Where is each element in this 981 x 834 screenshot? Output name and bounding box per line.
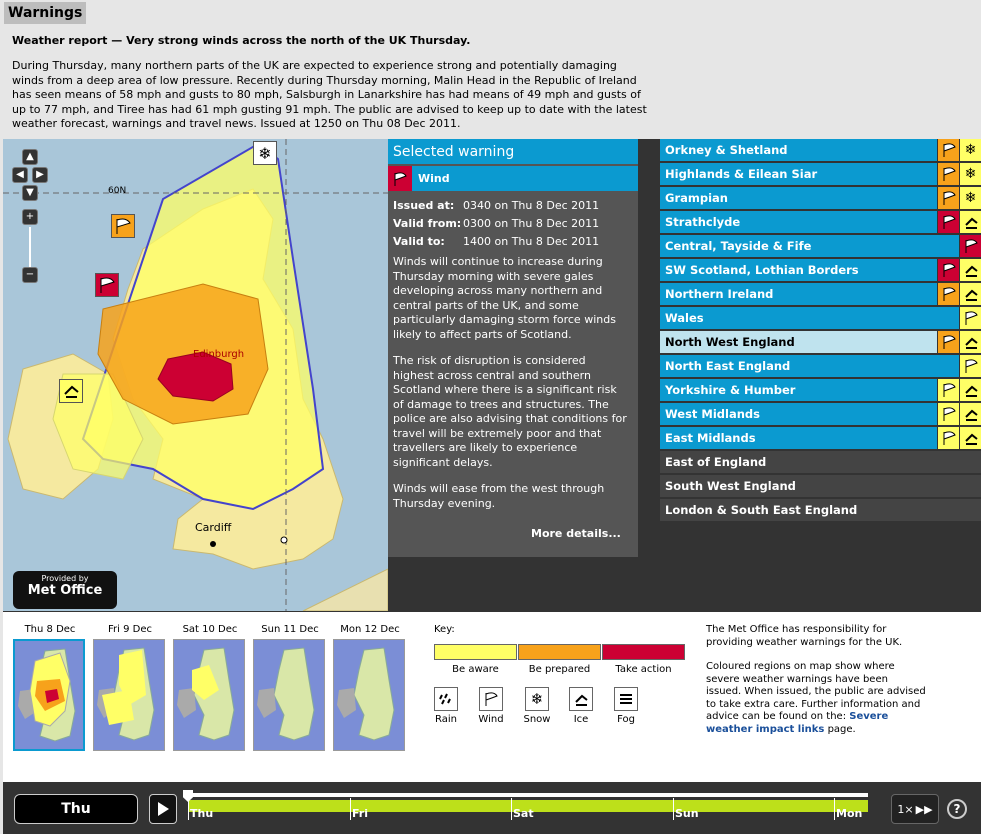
region-item[interactable] xyxy=(660,139,981,161)
wind-icon xyxy=(479,687,503,711)
forecast-day[interactable] xyxy=(253,624,327,751)
page-title: Warnings xyxy=(4,2,86,24)
wind-icon xyxy=(959,307,981,329)
day-separator xyxy=(834,798,835,820)
region-label: Grampian xyxy=(665,191,728,205)
timeline-day-label: Sun xyxy=(675,807,699,820)
forecast-day-label: Fri 9 Dec xyxy=(108,624,152,635)
snow-icon: ❄ xyxy=(959,187,981,209)
forecast-day-thumbnail[interactable] xyxy=(333,639,405,751)
forecast-day-thumbnail[interactable] xyxy=(93,639,165,751)
hazard-label: Wind xyxy=(478,714,504,725)
day-separator xyxy=(350,798,351,820)
forecast-day[interactable] xyxy=(173,624,247,751)
region-label: East of England xyxy=(665,455,767,469)
ice-icon xyxy=(959,379,981,401)
summary-text: During Thursday, many northern parts of the UK are expected to experience strong and potentially damaging winds from a deep area of low pressure. Recently during Thursday morning, Malin Head in the Republic of Ireland has seen means of 58 mph and gusts to 80 mph, Salsburgh in Lanarkshire has had means of 49 mph and gusts of up to 77 mph, and Tiree has had 61 mph gusting 91 mph. The public are advised to keep up to date with the latest weather forecast, warnings and travel news. Issued at 1250 on Thu 08 Dec 2011. xyxy=(12,59,647,130)
snow-icon: ❄ xyxy=(959,139,981,161)
region-label: SW Scotland, Lothian Borders xyxy=(665,263,859,277)
ice-icon xyxy=(959,403,981,425)
warnings-widget xyxy=(3,139,981,834)
ice-icon xyxy=(959,283,981,305)
key-level-label: Be aware xyxy=(452,664,499,675)
timeline-day-label: Thu xyxy=(190,807,214,820)
info-text xyxy=(706,624,926,736)
play-button[interactable] xyxy=(149,794,177,824)
wind-icon xyxy=(937,211,959,233)
region-item[interactable] xyxy=(660,283,981,305)
headline: Weather report — Very strong winds across the north of the UK Thursday. xyxy=(12,34,471,47)
region-item[interactable] xyxy=(660,187,981,209)
selected-warning-type xyxy=(388,166,638,191)
warning-text-1: Winds will continue to increase during Thursday morning with severe gales developing across many northern and central parts of the UK, and some particularly damaging storm force winds likely to affect parts of Scotland. xyxy=(393,255,616,341)
region-label: North West England xyxy=(665,335,795,349)
map-snow-warning-icon[interactable]: ❄ xyxy=(253,141,277,165)
valid-to-value: 1400 on Thu 8 Dec 2011 xyxy=(463,235,600,248)
key-red-swatch xyxy=(602,644,685,660)
pan-right-button[interactable]: ▶ xyxy=(32,167,48,183)
timeline-progress xyxy=(188,793,868,797)
wind-icon xyxy=(937,379,959,401)
map-wind-warning-icon[interactable] xyxy=(111,214,135,238)
forecast-day-label: Sun 11 Dec xyxy=(261,624,319,635)
timeline-day-label: Mon xyxy=(836,807,863,820)
forecast-day-label: Mon 12 Dec xyxy=(340,624,400,635)
region-label: Northern Ireland xyxy=(665,287,774,301)
region-item[interactable] xyxy=(660,355,981,377)
forecast-day[interactable] xyxy=(333,624,407,751)
key-yellow-swatch xyxy=(434,644,517,660)
region-item[interactable] xyxy=(660,211,981,233)
speed-label: 1× xyxy=(897,802,914,816)
ice-icon xyxy=(959,211,981,233)
region-label: London & South East England xyxy=(665,503,858,517)
hazard-label: Snow xyxy=(523,714,551,725)
hazard-label: Fog xyxy=(617,714,635,725)
valid-from-value: 0300 on Thu 8 Dec 2011 xyxy=(463,217,600,230)
fast-forward-icon: ▶▶ xyxy=(915,802,933,816)
city-label-cardiff: Cardiff xyxy=(195,521,232,534)
region-list xyxy=(660,139,981,523)
day-separator xyxy=(673,798,674,820)
timeline-day-label: Fri xyxy=(352,807,369,820)
map-wind-warning-icon[interactable] xyxy=(95,273,119,297)
forecast-day-thumbnail[interactable] xyxy=(13,639,85,751)
day-separator xyxy=(511,798,512,820)
key-title: Key: xyxy=(434,624,455,635)
wind-icon xyxy=(937,283,959,305)
info-paragraph-2-text: Coloured regions on map show where severe weather warnings have been issued. When issued, the public are advised to take extra care. Further information and advice can be found on the: xyxy=(706,661,926,722)
key-level-label: Take action xyxy=(615,664,672,675)
wind-icon xyxy=(959,355,981,377)
region-label: Highlands & Eilean Siar xyxy=(665,167,818,181)
wind-icon xyxy=(388,166,412,191)
region-label: South West England xyxy=(665,479,796,493)
snow-icon: ❄ xyxy=(959,163,981,185)
zoom-slider-track[interactable] xyxy=(29,227,31,267)
region-item[interactable] xyxy=(660,379,981,401)
region-label: Orkney & Shetland xyxy=(665,143,788,157)
zoom-out-button[interactable]: − xyxy=(22,267,38,283)
ice-icon xyxy=(959,427,981,449)
hazard-label: Rain xyxy=(435,714,457,725)
info-paragraph-1: The Met Office has responsibility for providing weather warnings for the UK. xyxy=(706,624,903,648)
city-label-edinburgh: Edinburgh xyxy=(193,349,245,360)
key-amber-swatch xyxy=(518,644,601,660)
issued-value: 0340 on Thu 8 Dec 2011 xyxy=(463,199,600,212)
more-details-link[interactable]: More details... xyxy=(531,527,621,540)
map-ice-warning-icon[interactable] xyxy=(59,379,83,403)
provider-name: Met Office xyxy=(27,583,103,598)
region-item[interactable] xyxy=(660,331,981,353)
region-label: Strathclyde xyxy=(665,215,741,229)
ice-icon xyxy=(569,687,593,711)
ice-icon xyxy=(959,331,981,353)
wind-icon xyxy=(937,259,959,281)
region-label: West Midlands xyxy=(665,407,761,421)
region-item[interactable] xyxy=(660,451,981,473)
valid-from-label: Valid from: xyxy=(393,217,462,230)
play-icon xyxy=(156,801,170,817)
day-separator xyxy=(188,798,189,820)
rain-icon xyxy=(434,687,458,711)
warning-text-3: Winds will ease from the west through Thursday evening. xyxy=(393,482,605,510)
zoom-in-button[interactable]: + xyxy=(22,209,38,225)
help-icon[interactable]: ? xyxy=(947,799,967,819)
info-paragraph-2-end: page. xyxy=(827,723,856,735)
pan-left-button[interactable]: ◀ xyxy=(12,167,28,183)
region-label: Central, Tayside & Fife xyxy=(665,239,812,253)
current-day-display: Thu xyxy=(14,794,138,824)
snow-icon: ❄ xyxy=(525,687,549,711)
warnings-map[interactable] xyxy=(3,139,388,611)
region-item[interactable] xyxy=(660,427,981,449)
issued-label: Issued at: xyxy=(393,199,455,212)
map-canvas xyxy=(3,139,388,611)
timeline-day-label: Sat xyxy=(513,807,534,820)
provider-caption: Provided by xyxy=(41,574,89,583)
forecast-day[interactable] xyxy=(13,624,87,751)
region-item[interactable] xyxy=(660,403,981,425)
region-item[interactable] xyxy=(660,475,981,497)
region-item[interactable] xyxy=(660,259,981,281)
wind-icon xyxy=(937,163,959,185)
valid-to-label: Valid to: xyxy=(393,235,445,248)
forecast-day-thumbnail[interactable] xyxy=(253,639,325,751)
region-label: East Midlands xyxy=(665,431,756,445)
latitude-label: 60N xyxy=(108,186,127,196)
ice-icon xyxy=(959,259,981,281)
wind-icon xyxy=(959,235,981,257)
pan-down-button[interactable]: ▼ xyxy=(22,185,38,201)
forecast-day[interactable] xyxy=(93,624,167,751)
region-label: North East England xyxy=(665,359,791,373)
fog-icon xyxy=(614,687,638,711)
region-item[interactable] xyxy=(660,499,981,521)
region-item[interactable] xyxy=(660,163,981,185)
timeline-bar xyxy=(3,782,981,834)
forecast-days-panel xyxy=(3,612,981,782)
severe-weather-link[interactable]: Severe weather impact links xyxy=(706,711,889,735)
info-paragraph-2 xyxy=(706,661,926,736)
forecast-day-label: Sat 10 Dec xyxy=(182,624,238,635)
wind-icon xyxy=(937,139,959,161)
region-label: Yorkshire & Humber xyxy=(665,383,796,397)
forecast-day-label: Thu 8 Dec xyxy=(24,624,76,635)
speed-button[interactable] xyxy=(891,794,939,824)
selected-warning-heading: Selected warning xyxy=(388,139,638,164)
forecast-day-thumbnail[interactable] xyxy=(173,639,245,751)
region-label: Wales xyxy=(665,311,704,325)
wind-icon xyxy=(937,403,959,425)
region-item[interactable] xyxy=(660,307,981,329)
selected-warning-panel xyxy=(388,139,638,557)
warning-text-2: The risk of disruption is considered highest across central and southern Scotland where there is a significant risk of damage to trees and structures. The police are also advising that conditions for travel will be extremely poor and that travellers are likely to experience significant delays. xyxy=(393,354,627,469)
key-level-label: Be prepared xyxy=(528,664,591,675)
pan-up-button[interactable]: ▲ xyxy=(22,149,38,165)
wind-icon xyxy=(937,187,959,209)
hazard-label: Ice xyxy=(573,714,589,725)
wind-icon xyxy=(937,331,959,353)
met-office-logo xyxy=(13,571,117,609)
region-item[interactable] xyxy=(660,235,981,257)
warning-type-label: Wind xyxy=(418,172,450,185)
wind-icon xyxy=(937,427,959,449)
